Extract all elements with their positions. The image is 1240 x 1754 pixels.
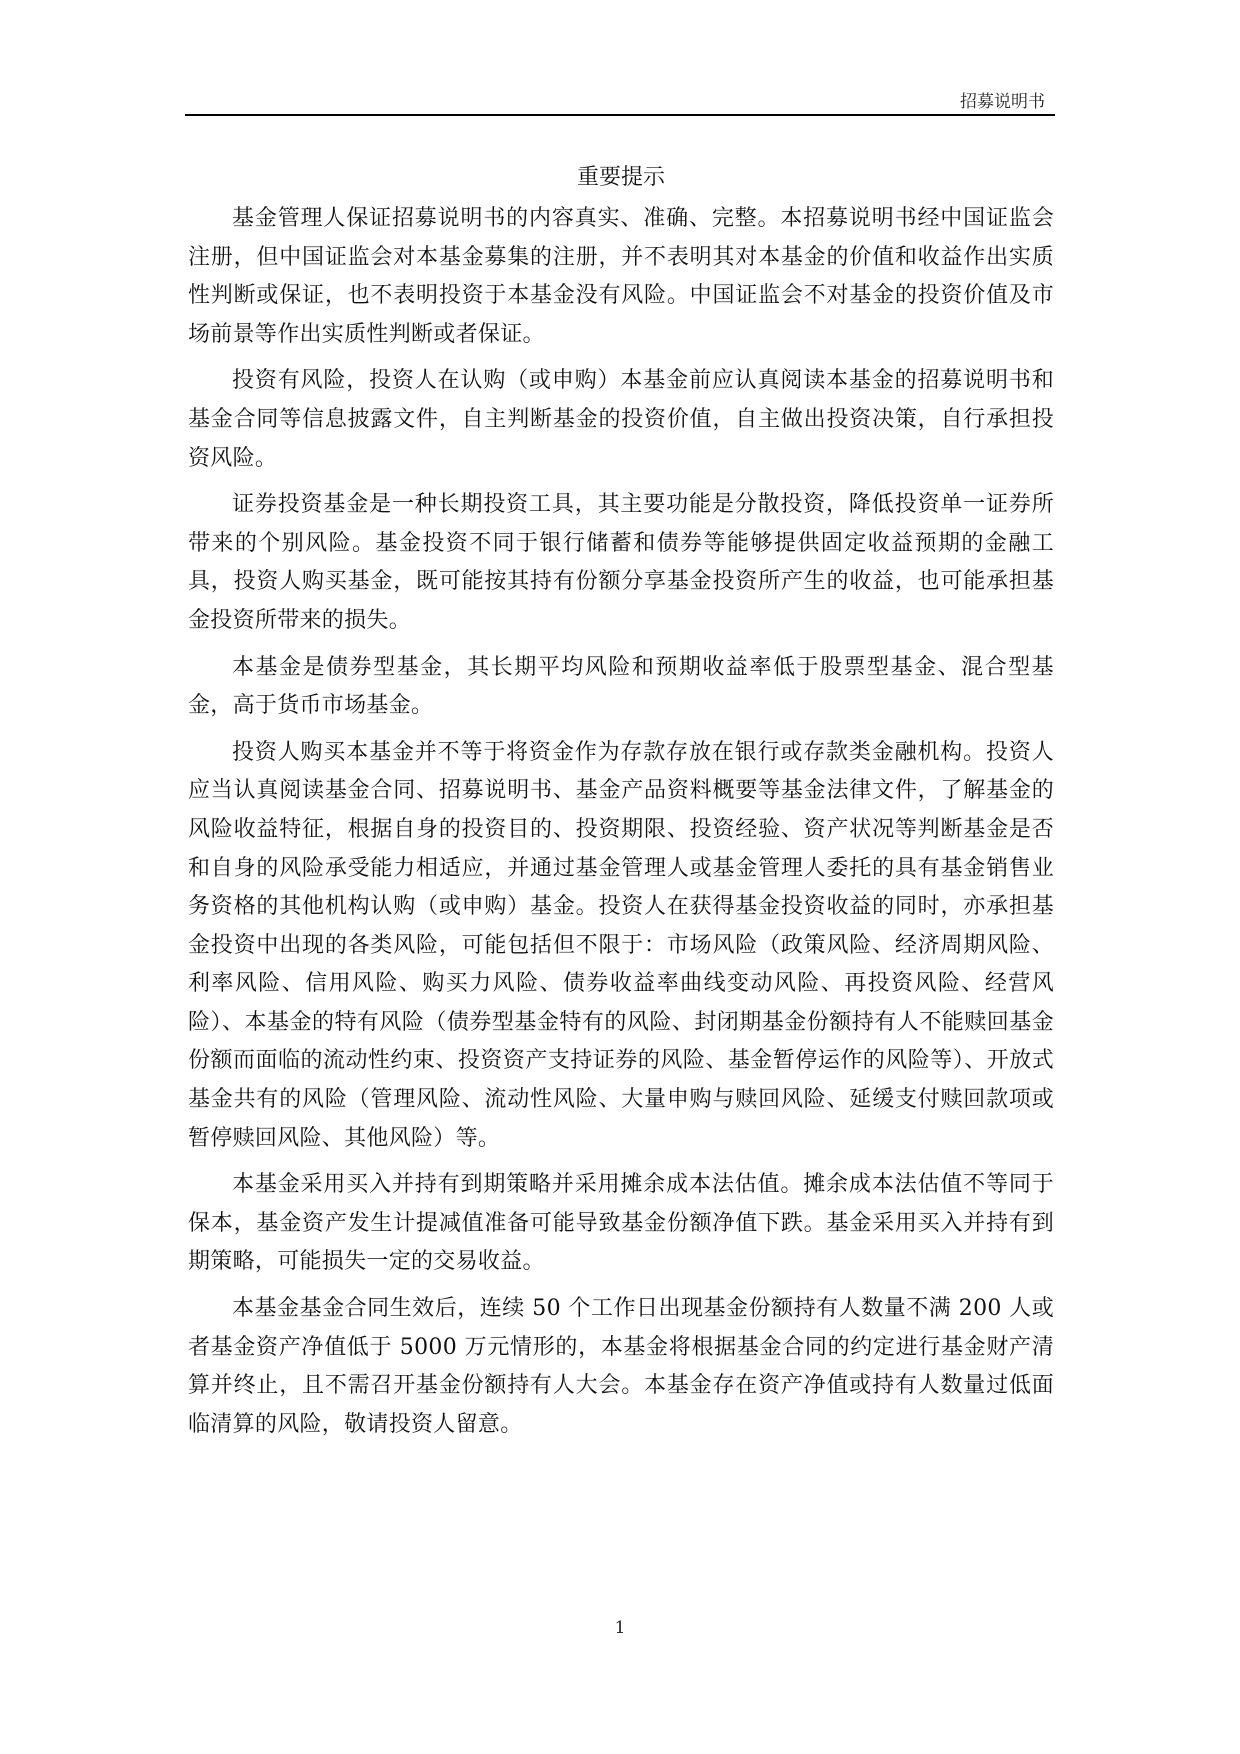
document-body <box>188 158 1054 1452</box>
paragraph-3: 证券投资基金是一种长期投资工具，其主要功能是分散投资，降低投资单一证券所带来的个别风险。基金投资不同于银行储蓄和债券等能够提供固定收益预期的金融工具，投资人购买基金，既可能按其持有份额分享基金投资所产生的收益，也可能承担基金投资所带来的损失。 <box>188 492 1054 633</box>
document-title: 重要提示 <box>576 165 665 190</box>
running-header: 招募说明书 <box>960 92 1045 112</box>
paragraph-7: 本基金基金合同生效后，连续 50 个工作日出现基金份额持有人数量不满 200 人或者基金资产净值低于 5000 万元情形的，本基金将根据基金合同的约定进行基金财产清算并终止，且不需召开基金份额持有人大会。本基金存在资产净值或持有人数量过低面临清算的风险，敬请投资人留意。 <box>188 1296 1054 1437</box>
paragraph-1: 基金管理人保证招募说明书的内容真实、准确、完整。本招募说明书经中国证监会注册，但中国证监会对本基金募集的注册，并不表明其对本基金的价值和收益作出实质性判断或保证，也不表明投资于本基金没有风险。中国证监会不对基金的投资价值及市场前景等作出实质性判断或者保证。 <box>188 206 1054 347</box>
paragraph-2: 投资有风险，投资人在认购（或申购）本基金前应认真阅读本基金的招募说明书和基金合同等信息披露文件，自主判断基金的投资价值，自主做出投资决策，自行承担投资风险。 <box>188 368 1054 471</box>
paragraph-6: 本基金采用买入并持有到期策略并采用摊余成本法估值。摊余成本法估值不等同于保本，基金资产发生计提减值准备可能导致基金份额净值下跌。基金采用买入并持有到期策略，可能损失一定的交易收益。 <box>188 1172 1054 1275</box>
header-rule <box>185 114 1055 116</box>
paragraph-4: 本基金是债券型基金，其长期平均风险和预期收益率低于股票型基金、混合型基金，高于货币市场基金。 <box>188 654 1054 719</box>
paragraph-5: 投资人购买本基金并不等于将资金作为存款存放在银行或存款类金融机构。投资人应当认真阅读基金合同、招募说明书、基金产品资料概要等基金法律文件，了解基金的风险收益特征，根据自身的投资目的、投资期限、投资经验、资产状况等判断基金是否和自身的风险承受能力相适应，并通过基金管理人或基金管理人委托的具有基金销售业务资格的其他机构认购（或申购）基金。投资人在获得基金投资收益的同时，亦承担基金投资中出现的各类风险，可能包括但不限于：市场风险（政策风险、经济周期风险、利率风险、信用风险、购买力风险、债券收益率曲线变动风险、再投资风险、经营风险）、本基金的特有风险（债券型基金特有的风险、封闭期基金份额持有人不能赎回基金份额而面临的流动性约束、投资资产支持证券的风险、基金暂停运作的风险等）、开放式基金共有的风险（管理风险、流动性风险、大量申购与赎回风险、延缓支付赎回款项或暂停赎回风险、其他风险）等。 <box>188 739 1054 1151</box>
page-number: 1 <box>614 1618 626 1638</box>
